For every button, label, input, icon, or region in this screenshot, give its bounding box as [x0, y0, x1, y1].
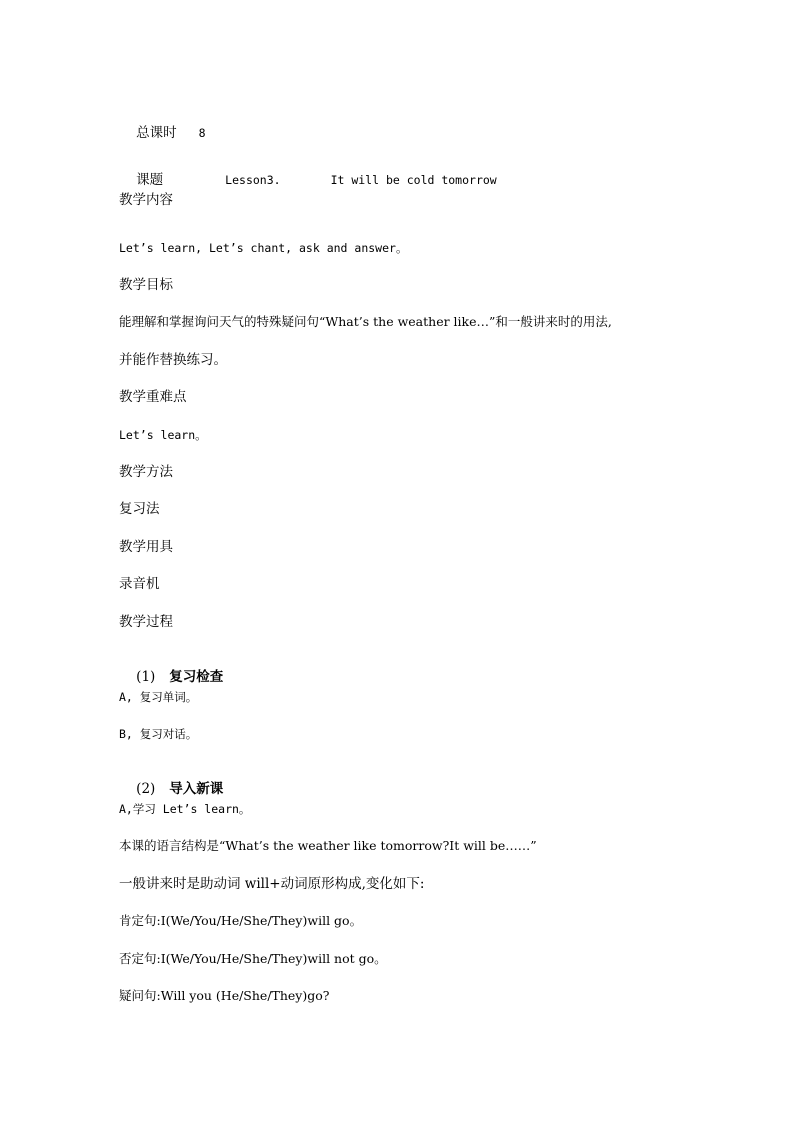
method-heading: 教学方法	[119, 464, 173, 480]
goal-text-1-content: 能理解和掌握询问天气的特殊疑问句“What’s the weather like…”和一般讲来时的用法,	[119, 314, 612, 329]
negative-sentence	[119, 950, 387, 968]
tools-text: 录音机	[119, 576, 160, 592]
topic-title: It will be cold tomorrow	[330, 173, 497, 187]
affirmative-sentence-content: 肯定句:I(We/You/He/She/They)will go。	[119, 913, 363, 928]
question-sentence-content: 疑问句:Will you (He/She/They)go?	[119, 988, 330, 1003]
grammar-text: 一般讲来时是助动词 will+动词原形构成,变化如下:	[119, 876, 425, 892]
goal-heading: 教学目标	[119, 277, 173, 293]
step2-title: 导入新课	[169, 781, 224, 797]
process-heading: 教学过程	[119, 614, 173, 630]
step1-title: 复习检查	[169, 669, 224, 685]
key-heading: 教学重难点	[119, 389, 187, 405]
step2-number: (2)	[136, 781, 156, 797]
step1-number: (1)	[136, 669, 156, 685]
goal-text-2: 并能作替换练习。	[119, 352, 227, 368]
total-hours-value: 8	[198, 126, 206, 140]
tools-heading: 教学用具	[119, 539, 173, 555]
topic-line	[119, 153, 497, 207]
negative-sentence-content: 否定句:I(We/You/He/She/They)will not go。	[119, 951, 387, 966]
step2-item-a: A,学习 Let’s learn。	[119, 802, 251, 816]
topic-lesson: Lesson3.	[225, 173, 281, 187]
method-text: 复习法	[119, 501, 160, 517]
content-text: Let’s learn, Let’s chant, ask and answer。	[119, 241, 408, 255]
key-text: Let’s learn。	[119, 428, 207, 442]
goal-text-1	[119, 313, 612, 331]
affirmative-sentence	[119, 912, 362, 930]
content-heading: 教学内容	[119, 192, 173, 208]
structure-text	[119, 837, 537, 855]
question-sentence	[119, 987, 329, 1005]
topic-label: 课题	[136, 172, 164, 188]
step1-item-b: B, 复习对话。	[119, 727, 198, 741]
total-hours-line	[119, 106, 206, 160]
total-hours-label: 总课时	[136, 125, 177, 141]
step1-item-a: A, 复习单词。	[119, 690, 198, 704]
structure-text-content: 本课的语言结构是“What’s the weather like tomorrow?It will be……”	[119, 838, 537, 853]
